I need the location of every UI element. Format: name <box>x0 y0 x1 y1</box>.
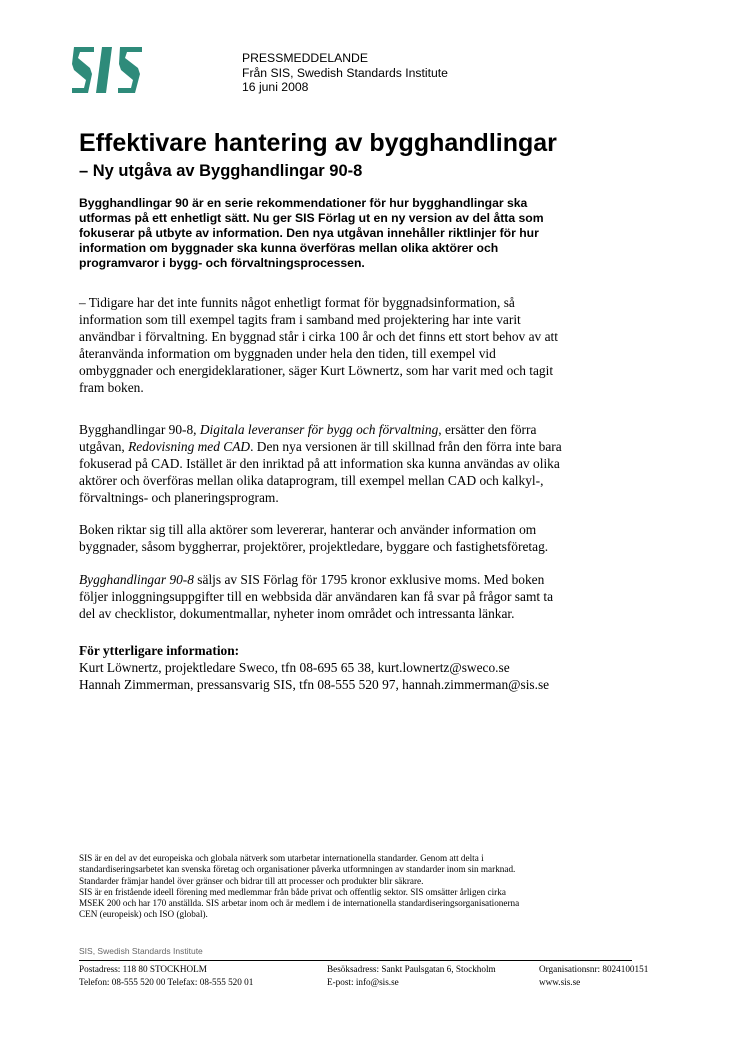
about-line: SIS är en del av det europeiska och globala nätverk som utarbetar internationella standarder. Genom att delta i <box>79 853 484 863</box>
text-run: , ersätter den förra <box>438 422 537 437</box>
book-title-italic: Redovisning med CAD <box>128 439 251 454</box>
about-line: MSEK 200 och har 170 anställda. SIS arbetar inom och är medlem i de internationella standardiseringsorganisationerna <box>79 898 520 909</box>
body-line: aktörer och överföras mellan olika dataprogram, till exempel mellan CAD och kalkyl-, <box>79 473 544 488</box>
about-line: CEN (europeisk) och ISO (global). <box>79 909 208 920</box>
lead-line: utformas på ett enhetligt sätt. Nu ger SIS Förlag ut en ny version av del åtta som <box>79 211 544 225</box>
footer-org-name: SIS, Swedish Standards Institute <box>79 946 203 956</box>
lead-paragraph <box>79 196 639 271</box>
footer-email: E-post: info@sis.se <box>327 977 399 987</box>
text-run: säljs av SIS Förlag för 1795 kronor exklusive moms. Med boken <box>193 572 545 587</box>
book-title-italic: Digitala leveranser för bygg och förvaltning <box>199 422 439 437</box>
body-line <box>79 571 553 588</box>
body-line: del av checklistor, dokumentmallar, nyheter inom området och intressanta länkar. <box>79 606 515 621</box>
body-line: – Tidigare har det inte funnits något enhetligt format för byggnadsinformation, så <box>79 295 515 310</box>
press-header <box>242 51 448 95</box>
press-date: 16 juni 2008 <box>242 80 309 94</box>
body-line <box>79 438 562 455</box>
footer-phone: Telefon: 08-555 520 00 Telefax: 08-555 520 01 <box>79 977 254 987</box>
press-label: PRESSMEDDELANDE <box>242 51 368 65</box>
footer-visit-column <box>327 963 496 989</box>
body-paragraph-3 <box>79 521 548 555</box>
lead-line: Bygghandlingar 90 är en serie rekommendationer för hur bygghandlingar ska <box>79 196 528 210</box>
lead-line: programvaror i bygg- och förvaltningsprocessen. <box>79 256 365 270</box>
footer-postal: Postadress: 118 80 STOCKHOLM <box>79 964 207 974</box>
lead-line: fokuserar på utbyte av information. Den nya utgåvan innehåller riktlinjer för hur <box>79 226 539 240</box>
text-run: utgåvan, <box>79 439 129 454</box>
body-line: Boken riktar sig till alla aktörer som levererar, hanterar och använder information om <box>79 522 537 537</box>
body-line: byggnader, såsom byggherrar, projektörer, projektledare, byggare och fastighetsföretag. <box>79 539 549 554</box>
lead-line: information om byggnader ska kunna överföras mellan olika aktörer och <box>79 241 499 255</box>
body-line <box>79 421 562 438</box>
body-line: fokuserad på CAD. Istället är den inriktad på att information ska kunna användas av olika <box>79 456 560 471</box>
body-line: förvaltnings- och planeringsprogram. <box>79 490 279 505</box>
page-title: Effektivare hantering av bygghandlingar <box>79 129 557 157</box>
contact-line: Hannah Zimmerman, pressansvarig SIS, tfn 08-555 520 97, hannah.zimmerman@sis.se <box>79 677 550 692</box>
footer-web: www.sis.se <box>539 977 581 987</box>
contact-info <box>79 642 549 693</box>
about-sis <box>79 853 519 921</box>
body-paragraph-4 <box>79 571 553 622</box>
contact-heading: För ytterligare information: <box>79 643 240 658</box>
contact-line: Kurt Löwnertz, projektledare Sweco, tfn 08-695 65 38, kurt.lownertz@sweco.se <box>79 660 510 675</box>
about-line: SIS är en fristående ideell förening med medlemmar från både privat och offentlig sektor. SIS omsätter årligen cirka <box>79 886 506 897</box>
body-paragraph-2 <box>79 421 562 506</box>
body-line: ombyggnader och energideklarationer, säger Kurt Löwnertz, som har varit med och tagit <box>79 363 554 378</box>
body-line: information som till exempel tagits fram i samband med projektering har inte varit <box>79 312 521 327</box>
body-line: användbar i förvaltning. En byggnad står i cirka 100 år och det finns ett stort behov av att <box>79 329 558 344</box>
footer-orgnr: Organisationsnr: 8024100151 <box>539 964 649 974</box>
about-line: Standarder främjar handel över gränser och bidrar till att processer och produkter blir säkrare. <box>79 875 424 886</box>
page-subtitle: – Ny utgåva av Bygghandlingar 90-8 <box>79 162 363 180</box>
body-paragraph-1 <box>79 294 558 396</box>
body-line: återanvända information om byggnaden under hela den tiden, till exempel vid <box>79 346 496 361</box>
footer-visit: Besöksadress: Sankt Paulsgatan 6, Stockholm <box>327 964 496 974</box>
book-title-italic: Bygghandlingar 90-8 <box>79 572 194 587</box>
text-run: Bygghandlingar 90-8, <box>79 422 200 437</box>
sis-logo <box>72 44 144 96</box>
about-line: standardiseringsarbetet kan svenska företag och organisationer påverka utformningen av standarder inom sin marknad. <box>79 864 516 875</box>
footer-divider <box>79 960 632 961</box>
footer-postal-column <box>79 963 253 989</box>
body-line: följer inloggningsuppgifter till en webbsida där användaren kan få svar på frågor samt ta <box>79 589 554 604</box>
press-from: Från SIS, Swedish Standards Institute <box>242 65 448 80</box>
text-run: . Den nya versionen är till skillnad från den förra inte bara <box>250 439 562 454</box>
footer-org-column <box>539 963 648 989</box>
body-line: fram boken. <box>79 380 144 395</box>
